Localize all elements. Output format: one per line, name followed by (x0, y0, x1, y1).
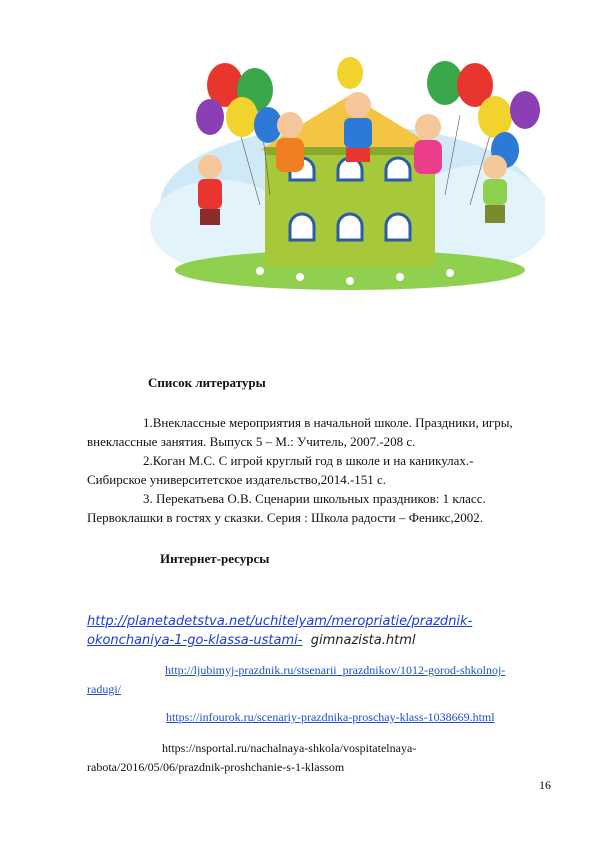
resource-link-4: https://nsportal.ru/nachalnaya-shkola/vospitatelnaya-rabota/2016/05/06/prazdnik-proshchanie-s-1-klassom (87, 741, 417, 774)
literature-heading: Список литературы (148, 375, 266, 390)
reference-item: 3. Перекатьева О.В. Сценарии школьных праздников: 1 класс. Первоклашки в гостях у сказки. Серия : Школа радости – Феникс,2002. (87, 491, 486, 525)
school-celebration-illustration (150, 55, 545, 290)
internet-resources-heading: Интернет-ресурсы (160, 551, 270, 566)
resource-link-1[interactable] (87, 612, 527, 650)
page-number: 16 (539, 778, 551, 792)
reference-item: 2.Коган М.С. С игрой круглый год в школе и на каникулах.-Сибирское университетское издательство,2014.-151 с. (87, 453, 474, 487)
resource-link-1-suffix: gimnazista.html (310, 633, 416, 648)
reference-list (87, 413, 527, 527)
resource-link-1-url[interactable]: http://planetadetstva.net/uchitelyam/meropriatie/prazdnik-okonchaniya-1-go-klassa-ustami- (87, 614, 473, 648)
resource-link-3[interactable]: https://infourok.ru/scenariy-prazdnika-proschay-klass-1038669.html (166, 710, 495, 724)
reference-item: 1.Внеклассные мероприятия в начальной школе. Праздники, игры, внеклассные занятия. Выпуск 5 – М.: Учитель, 2007.-208 с. (87, 415, 513, 449)
resource-link-2[interactable]: http://ljubimyj-prazdnik.ru/stsenarii_prazdnikov/1012-gorod-shkolnoj-radugi/ (87, 663, 506, 696)
